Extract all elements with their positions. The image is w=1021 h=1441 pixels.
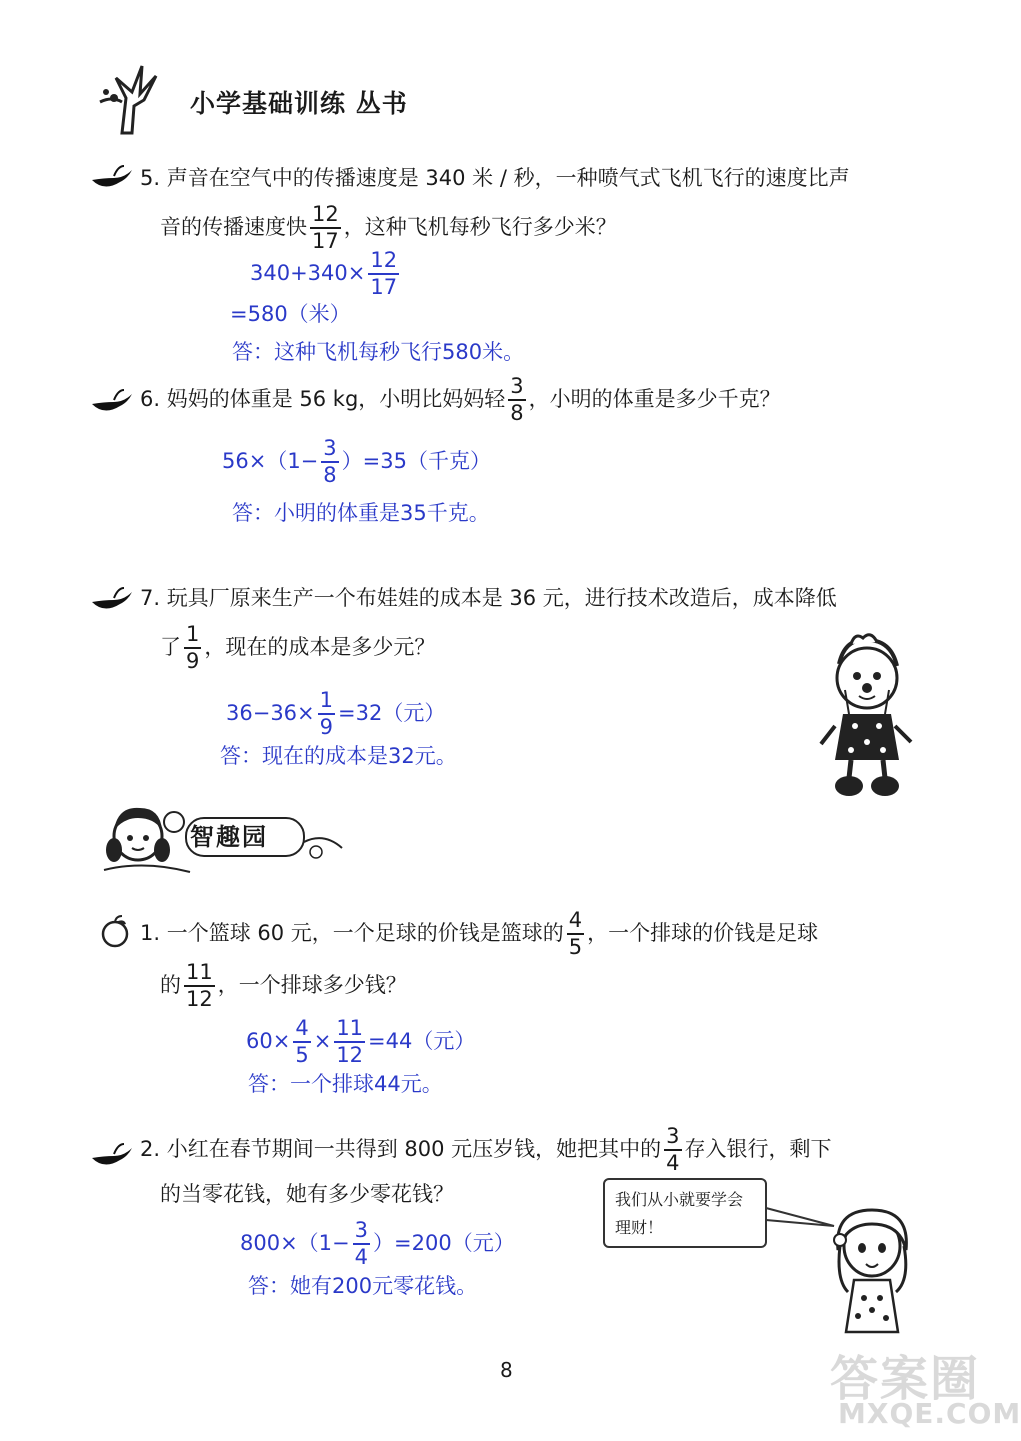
fun-1-text-pre: 的: [160, 973, 181, 997]
fun-1-calc: [246, 1018, 475, 1066]
calc-text: 56×（1−: [222, 449, 319, 473]
fraction-numerator: 11: [186, 960, 213, 984]
fraction-numerator: 4: [295, 1016, 309, 1040]
fraction: [353, 1220, 370, 1268]
fraction: [368, 250, 399, 298]
section-girl-icon: [104, 800, 190, 876]
problem-6-text-pre: 6. 妈妈的体重是 56 kg，小明比妈妈轻: [140, 387, 506, 411]
bird-bullet-icon: [90, 586, 134, 614]
problem-5-calc-2: =580（米）: [230, 302, 351, 326]
fraction-denominator: 4: [354, 1245, 369, 1269]
problem-7-text-post: ，现在的成本是多少元？: [204, 635, 436, 659]
problem-7-answer: 答：现在的成本是32元。: [220, 744, 457, 768]
fun-1-line-1: [140, 910, 818, 958]
problem-6-calc: [222, 438, 491, 486]
bird-bullet-icon: [90, 1142, 134, 1170]
calc-text: ）=200（元）: [373, 1231, 515, 1255]
calc-text: 340+340×: [250, 261, 366, 285]
calc-text: ）=35（千克）: [341, 449, 491, 473]
fraction-denominator: 9: [186, 649, 200, 673]
fun-2-text-pre: 2. 小红在春节期间一共得到 800 元压岁钱，她把其中的: [140, 1137, 662, 1161]
calc-text: 800×（1−: [240, 1231, 350, 1255]
fraction: [508, 376, 525, 424]
fraction: [318, 690, 335, 738]
fraction-numerator: 3: [666, 1124, 680, 1148]
problem-7-line-1: 7. 玩具厂原来生产一个布娃娃的成本是 36 元，进行技术改造后，成本降低: [140, 586, 837, 610]
problem-6-text-post: ，小明的体重是多少千克？: [528, 387, 781, 411]
fraction-numerator: 3: [323, 436, 337, 460]
fraction-denominator: 9: [319, 715, 334, 739]
speech-bubble: 我们从小就要学会理财！: [603, 1178, 767, 1248]
watermark-url: MXQE.COM: [838, 1397, 1021, 1430]
problem-5-calc-1: [250, 250, 402, 298]
fun-2-calc: [240, 1220, 515, 1268]
girl-illustration-icon: [824, 1200, 920, 1336]
fraction: [184, 624, 201, 672]
apple-bullet-icon: [98, 914, 132, 948]
fraction-numerator: 11: [336, 1016, 364, 1040]
fun-1-text-post: ，一个排球的价钱是足球: [587, 921, 819, 945]
fraction-denominator: 12: [336, 1043, 364, 1067]
fraction: [310, 204, 341, 252]
fun-2-line-1: [140, 1126, 832, 1174]
series-logo-icon: [92, 58, 172, 138]
fraction-denominator: 5: [568, 935, 583, 959]
fraction-numerator: 1: [319, 688, 334, 712]
fun-2-text-post: 存入银行，剩下: [684, 1137, 832, 1161]
problem-5-text-pre: 音的传播速度快: [160, 215, 307, 239]
doll-illustration-icon: [815, 630, 915, 802]
fraction-denominator: 17: [312, 229, 339, 253]
page-number: 8: [500, 1358, 513, 1382]
calc-text: 60×: [246, 1029, 291, 1053]
fraction-denominator: 8: [510, 401, 524, 425]
fun-2-answer: 答：她有200元零花钱。: [248, 1274, 478, 1298]
fun-1-text-post: ，一个排球多少钱？: [217, 973, 407, 997]
calc-text: =32（元）: [338, 701, 446, 725]
fraction-numerator: 3: [510, 374, 524, 398]
problem-7-calc: [226, 690, 445, 738]
problem-5-line-1: 5. 声音在空气中的传播速度是 340 米 / 秒，一种喷气式飞机飞行的速度比声: [140, 166, 850, 190]
fraction-denominator: 17: [370, 275, 398, 299]
fraction-numerator: 12: [370, 248, 398, 272]
fraction-denominator: 8: [323, 463, 337, 487]
problem-5-line-2: [160, 204, 617, 252]
calc-text: =44（元）: [368, 1029, 476, 1053]
fraction-denominator: 4: [666, 1151, 680, 1175]
problem-6-answer: 答：小明的体重是35千克。: [232, 501, 490, 525]
fraction-numerator: 3: [354, 1218, 369, 1242]
fun-1-answer: 答：一个排球44元。: [248, 1072, 443, 1096]
fraction: [664, 1126, 681, 1174]
problem-7-text-pre: 了: [160, 635, 181, 659]
problem-7-line-2: [160, 624, 435, 672]
problem-6-line-1: [140, 376, 781, 424]
fraction: [334, 1018, 365, 1066]
fraction-numerator: 12: [312, 202, 339, 226]
bird-bullet-icon: [90, 164, 134, 192]
fraction: [321, 438, 338, 486]
problem-5-text-post: ，这种飞机每秒飞行多少米？: [343, 215, 617, 239]
fraction-numerator: 4: [568, 908, 583, 932]
fraction-denominator: 12: [186, 987, 213, 1011]
fun-1-line-2: [160, 962, 407, 1010]
calc-text: 36−36×: [226, 701, 315, 725]
problem-5-answer: 答：这种飞机每秒飞行580米。: [232, 340, 525, 364]
series-title: 小学基础训练 丛书: [190, 89, 408, 118]
fraction-denominator: 5: [295, 1043, 309, 1067]
fraction: [293, 1018, 310, 1066]
fun-1-text-pre: 1. 一个篮球 60 元，一个足球的价钱是篮球的: [140, 921, 564, 945]
section-title: 智趣园: [190, 823, 268, 851]
fraction-numerator: 1: [186, 622, 200, 646]
bird-bullet-icon: [90, 388, 134, 416]
watermark-logo: 答案圈: [830, 1351, 981, 1407]
fun-2-line-2: 的当零花钱，她有多少零花钱？: [160, 1182, 454, 1206]
fraction: [567, 910, 584, 958]
fraction: [184, 962, 215, 1010]
calc-text: ×: [313, 1029, 332, 1053]
